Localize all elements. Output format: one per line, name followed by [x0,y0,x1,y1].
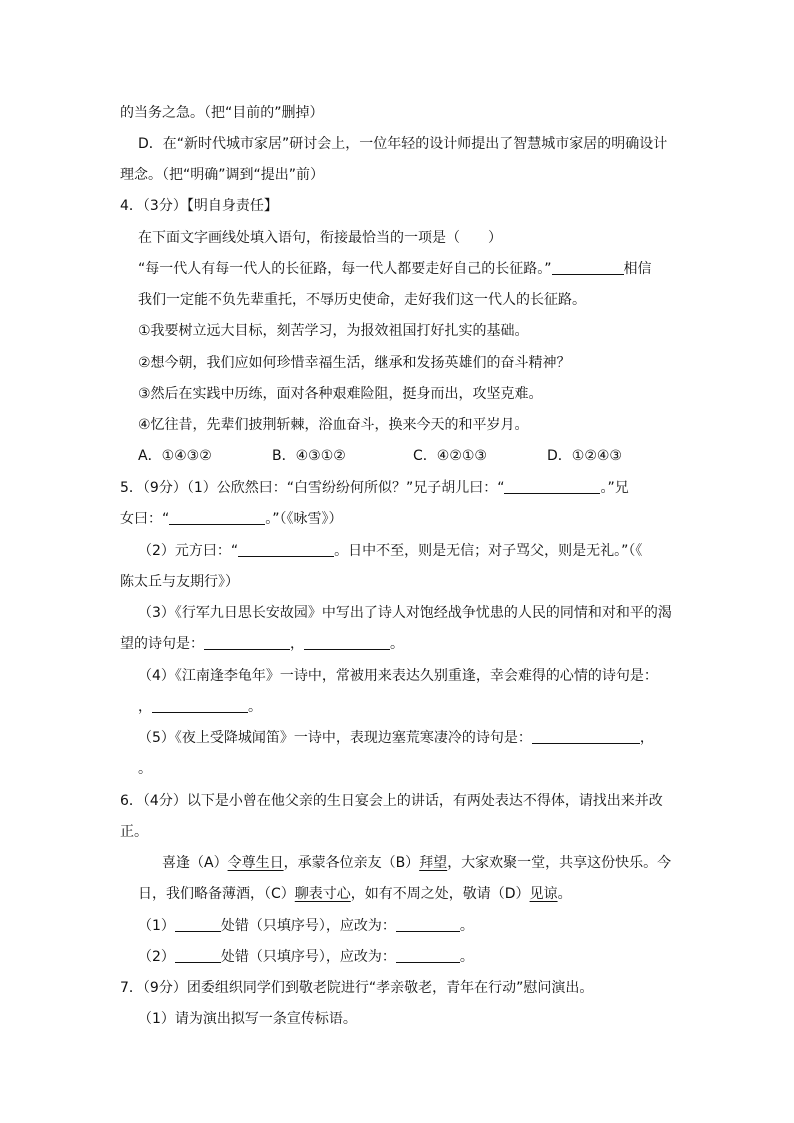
sentence-1 [138,321,529,341]
text: 4．（3分）【明自身责任】 [120,198,278,214]
text: 日，我们略备薄酒，（C） [138,886,295,902]
text: 。”（《咏雪》） [265,511,343,527]
text-line [120,103,324,123]
answer-blank[interactable] [552,260,624,275]
underlined-phrase-c: 聊表寸心 [294,886,351,902]
answer-blank[interactable] [175,917,221,932]
text: 5．（9分）（1）公欣然曰：“白雪纷纷何所似？”兄子胡儿曰：“ [120,480,505,496]
answer-blank[interactable] [175,948,221,963]
answer-blank[interactable] [169,510,265,525]
question-5-part-2-cont [120,572,239,592]
text: “每一代人有每一代人的长征路，每一代人都要走好自己的长征路。” [138,261,552,277]
option-c[interactable] [413,446,487,466]
question-4-quote [138,259,652,279]
question-5-part-5 [138,728,654,748]
text: （1）请为演出拟写一条宣传标语。 [138,1011,357,1027]
text: ， [290,636,304,652]
text: 相信 [623,261,652,277]
text: 在下面文字画线处填入语句，衔接最恰当的一项是（ ） [138,230,502,246]
sentence-2 [138,353,571,373]
answer-blank[interactable] [396,948,460,963]
question-5-part-4 [138,666,658,686]
option-d-line [138,134,667,154]
text: （1） [138,918,175,934]
option-b[interactable] [272,446,346,466]
answer-blank[interactable] [532,729,640,744]
question-5-line-2 [120,509,343,529]
answer-blank[interactable] [152,698,248,713]
text: （2） [138,949,175,965]
text: 女曰：“ [120,511,170,527]
answer-line-1 [138,916,474,936]
text: 。”兄 [600,480,629,496]
text: 陈太丘与友期行》） [120,574,239,590]
option-d[interactable] [547,446,622,466]
question-7-title [120,978,593,998]
text: ②想今朝，我们应如何珍惜幸福生活，继承和发扬英雄们的奋斗精神？ [138,355,571,371]
question-5-part-4-cont [138,697,262,717]
text: 的当务之急。（把“目前的”删掉） [120,105,324,121]
question-5-part-3-cont [120,634,404,654]
question-7-part-1 [138,1009,357,1029]
option-a[interactable] [138,446,212,466]
text: ，如有不周之处，敬请（D） [350,886,530,902]
question-6-title [120,791,663,811]
text-line [120,165,324,185]
text: ， [138,699,152,715]
text: 我们一定能不负先辈重托，不辱历史使命，走好我们这一代人的长征路。 [138,292,586,308]
question-6-title-cont [120,822,148,842]
text: （5）《夜上受降城闻笛》一诗中，表现边塞荒寒凄冷的诗句是： [138,730,532,746]
answer-blank[interactable] [238,542,334,557]
text: 处错（只填序号），应改为： [220,949,396,965]
text: 。 [248,699,262,715]
text: 。 [459,918,474,934]
answer-line-2 [138,947,474,967]
answer-blank[interactable] [204,635,290,650]
text: ， [639,730,654,746]
text: B．④③①② [272,448,346,464]
text: 6．（4分）以下是小曾在他父亲的生日宴会上的讲话，有两处表达不得体，请找出来并改 [120,793,663,809]
text: （4）《江南逢李龟年》一诗中，常被用来表达久别重逢，幸会难得的心情的诗句是： [138,668,658,684]
underlined-phrase-d: 见谅 [529,886,558,902]
text: 喜逢（A） [162,855,228,871]
text: 正。 [120,824,148,840]
question-5-part-3 [138,603,672,623]
text: 。日中不至，则是无信；对子骂父，则是无礼。”（《 [334,543,643,559]
underlined-phrase-b: 拜望 [419,855,448,871]
answer-blank[interactable] [504,479,600,494]
underlined-phrase-a: 令尊生日 [227,855,284,871]
question-5-part-2 [138,541,642,561]
text: ，承蒙各位亲友（B） [283,855,420,871]
text: ，大家欢聚一堂，共享这份快乐。今 [447,855,672,871]
question-5-line-1 [120,478,629,498]
speech-line-1 [162,853,671,873]
text: C．④②①③ [413,448,487,464]
text: ③然后在实践中历练，面对各种艰难险阻，挺身而出，攻坚克难。 [138,386,543,402]
text: 处错（只填序号），应改为： [220,918,396,934]
text: 理念。（把“明确”调到“提出”前） [120,167,325,183]
question-4-quote-cont [138,290,586,310]
sentence-3 [138,384,543,404]
answer-blank[interactable] [396,917,460,932]
text: ④忆往昔，先辈们披荆斩棘，浴血奋斗，换来今天的和平岁月。 [138,417,529,433]
text: 。 [390,636,404,652]
question-4-stem [138,228,502,248]
text: ①我要树立远大目标，刻苦学习，为报效祖国打好扎实的基础。 [138,323,529,339]
text: 7．（9分）团委组织同学们到敬老院进行“孝亲敬老，青年在行动”慰问演出。 [120,980,594,996]
answer-blank[interactable] [304,635,390,650]
question-4-title [120,196,278,216]
text: A．①④③② [138,448,212,464]
text: 。 [138,761,152,777]
text: 望的诗句是： [120,636,204,652]
text: D．①②④③ [547,448,622,464]
text: 。 [557,886,572,902]
text: D．在“新时代城市家居”研讨会上，一位年轻的设计师提出了智慧城市家居的明确设计 [138,136,668,152]
text: （3）《行军九日思长安故园》中写出了诗人对饱经战争忧患的人民的同情和对和平的渴 [138,605,672,621]
text: （2）元方曰：“ [138,543,239,559]
sentence-4 [138,415,529,435]
text: 。 [459,949,474,965]
question-5-part-5-cont [138,759,152,779]
speech-line-2 [138,884,572,904]
